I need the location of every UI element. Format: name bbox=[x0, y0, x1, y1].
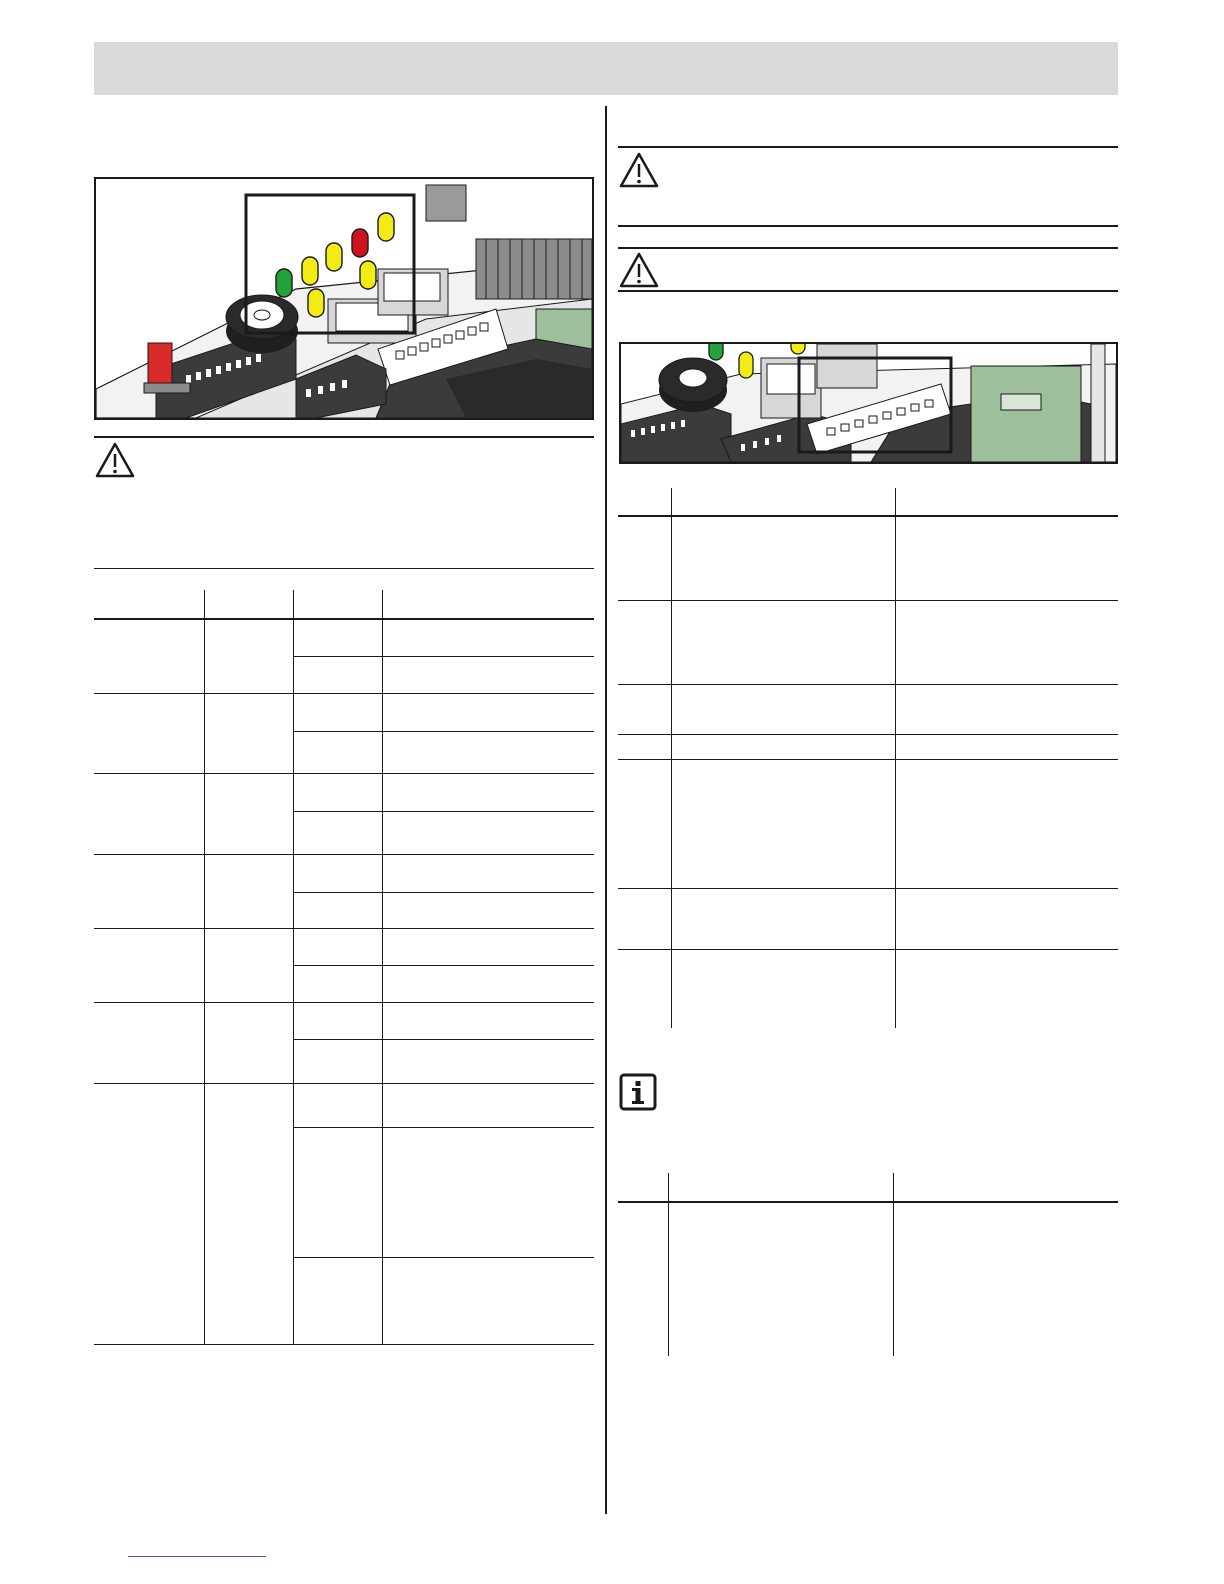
info-icon bbox=[619, 1073, 657, 1111]
dip-table-col-sep-1 bbox=[671, 488, 672, 1028]
table-bottom-rule bbox=[94, 1344, 594, 1345]
right-warning1-top-rule bbox=[618, 146, 1118, 148]
table-group-rule bbox=[94, 693, 594, 694]
dip-table-row-rule bbox=[618, 734, 1118, 735]
table-group-rule bbox=[94, 1002, 594, 1003]
right-warning2-top-rule bbox=[618, 247, 1118, 249]
table-col-sep-3 bbox=[382, 590, 383, 1345]
right-warning2-bottom-rule bbox=[618, 290, 1118, 292]
table-subrow-rule bbox=[293, 811, 594, 812]
table-group-rule bbox=[94, 1083, 594, 1084]
dip-table-header-rule bbox=[618, 515, 1118, 517]
footer-link-underline[interactable] bbox=[128, 1556, 266, 1557]
table-subrow-rule bbox=[293, 965, 594, 966]
warning-triangle-icon bbox=[94, 441, 136, 479]
table-subrow-rule bbox=[293, 731, 594, 732]
dip-switch-illustration bbox=[621, 344, 1116, 462]
table-top-rule bbox=[94, 568, 594, 569]
board-led-illustration bbox=[96, 179, 592, 418]
table-subrow-rule bbox=[293, 656, 594, 657]
dip-table-row-rule bbox=[618, 949, 1118, 950]
left-warning-top-rule bbox=[94, 436, 594, 438]
table-subrow-rule bbox=[293, 1127, 594, 1128]
table-group-rule bbox=[94, 854, 594, 855]
table-subrow-rule bbox=[293, 892, 594, 893]
dip-table-row-rule bbox=[618, 888, 1118, 889]
warning-triangle-icon bbox=[618, 151, 660, 189]
table-subrow-rule bbox=[293, 1257, 594, 1258]
dip-table-col-sep-2 bbox=[895, 488, 896, 1028]
table-group-rule bbox=[94, 928, 594, 929]
dip-switch-figure bbox=[619, 342, 1118, 464]
header-bar bbox=[94, 42, 1118, 95]
dip-table-row-rule bbox=[618, 600, 1118, 601]
right-warning1-bottom-rule bbox=[618, 225, 1118, 227]
table-header-rule bbox=[94, 618, 594, 620]
warning-triangle-icon bbox=[618, 251, 660, 289]
info-table-header-rule bbox=[618, 1201, 1118, 1203]
table-subrow-rule bbox=[293, 1039, 594, 1040]
table-group-rule bbox=[94, 773, 594, 774]
dip-table-row-rule bbox=[618, 684, 1118, 685]
table-col-sep-1 bbox=[204, 590, 205, 1345]
board-led-figure bbox=[94, 177, 594, 420]
column-divider bbox=[605, 106, 607, 1514]
table-col-sep-2 bbox=[293, 590, 294, 1345]
dip-table-row-rule bbox=[618, 759, 1118, 760]
